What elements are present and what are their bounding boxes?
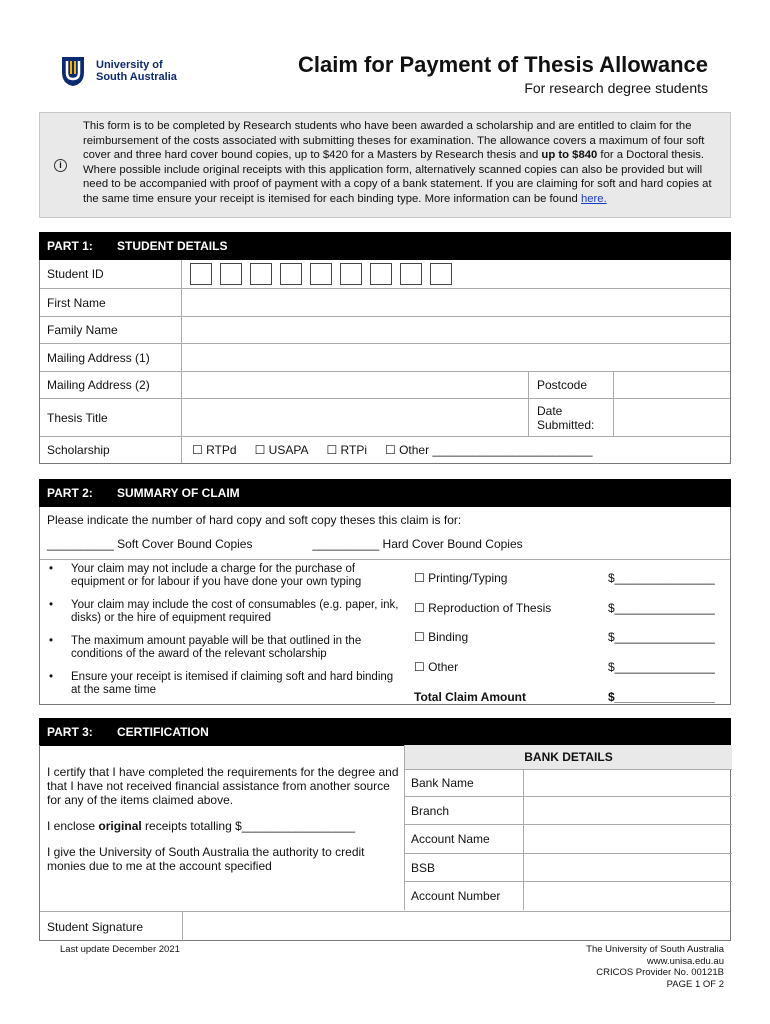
scholarship-options — [182, 437, 730, 463]
printing-typing-checkbox[interactable]: ☐ Printing/Typing — [414, 570, 508, 585]
mailing-address-1-row — [40, 343, 730, 371]
bank-name-row — [405, 770, 732, 797]
claim-item-reproduction — [414, 593, 724, 623]
binding-checkbox[interactable]: ☐ Binding — [414, 630, 469, 645]
account-name-row — [405, 825, 732, 854]
other-amount[interactable]: $_______________ — [608, 659, 715, 674]
student-id-row — [40, 260, 730, 288]
receipts-statement — [47, 819, 399, 833]
bank-name-label: Bank Name — [405, 770, 524, 796]
first-name-field[interactable] — [182, 289, 730, 316]
claim-item-binding — [414, 622, 724, 652]
university-logo — [58, 54, 177, 88]
student-id-digit-6[interactable] — [340, 263, 362, 285]
claim-note: • Ensure your receipt is itemised if claiming soft and hard binding at the same time — [47, 671, 402, 696]
certification-section — [39, 745, 731, 941]
receipts-text-1: I enclose — [47, 819, 99, 833]
divider — [40, 559, 730, 560]
soft-cover-count-field[interactable]: __________ Soft Cover Bound Copies — [47, 537, 253, 551]
certification-statement: I certify that I have completed the requirements for the degree and that I have not received financial assistance from another source for any of the items claimed above. — [47, 765, 399, 807]
receipts-original: original — [98, 819, 142, 833]
thesis-title-row — [40, 398, 730, 436]
footer-university: The University of South Australia — [586, 944, 724, 955]
total-claim-row — [414, 682, 724, 712]
copy-counts — [47, 537, 583, 551]
bsb-row — [405, 854, 732, 882]
total-claim-amount[interactable]: $_______________ — [608, 689, 715, 704]
bank-details-title: BANK DETAILS — [405, 745, 732, 770]
part3-number: PART 3: — [47, 725, 93, 739]
part1-header — [39, 232, 731, 260]
student-id-boxes — [182, 260, 730, 288]
claim-notes-list — [47, 563, 402, 707]
footer-page-number: PAGE 1 OF 2 — [666, 978, 724, 990]
info-icon: i — [54, 159, 67, 172]
mailing-address-1-label: Mailing Address (1) — [40, 344, 182, 371]
other-checkbox[interactable]: ☐ Other — [414, 659, 459, 674]
postcode-field[interactable] — [614, 372, 730, 398]
more-info-link[interactable]: here. — [580, 192, 607, 205]
part2-number: PART 2: — [47, 486, 93, 500]
postcode-label: Postcode — [528, 372, 614, 398]
account-number-row — [405, 882, 732, 910]
printing-typing-amount[interactable]: $_______________ — [608, 570, 715, 585]
mailing-address-2-row — [40, 371, 730, 398]
family-name-field[interactable] — [182, 317, 730, 343]
mailing-address-1-field[interactable] — [182, 344, 730, 371]
family-name-row — [40, 316, 730, 343]
part3-title: CERTIFICATION — [117, 725, 209, 739]
first-name-row — [40, 288, 730, 316]
account-name-label: Account Name — [405, 825, 524, 853]
student-id-digit-3[interactable] — [250, 263, 272, 285]
claim-item-printing — [414, 563, 724, 593]
scholarship-rtpi-checkbox[interactable]: ☐ RTPi — [326, 443, 367, 457]
student-id-digit-1[interactable] — [190, 263, 212, 285]
mailing-address-2-field[interactable] — [182, 372, 528, 398]
page-title: Claim for Payment of Thesis Allowance — [298, 52, 708, 77]
part1-title: STUDENT DETAILS — [117, 239, 228, 253]
reproduction-amount[interactable]: $_______________ — [608, 600, 715, 615]
scholarship-label: Scholarship — [40, 437, 182, 463]
footer-info — [586, 944, 724, 990]
date-submitted-field[interactable] — [614, 399, 730, 436]
certification-text — [47, 765, 399, 885]
branch-row — [405, 797, 732, 825]
claim-intro-text: Please indicate the number of hard copy and soft copy theses this claim is for: — [47, 513, 462, 527]
info-text-part-1: This form is to be completed by Research students who have been awarded a scholarship and are entitled to claim for the reimbursement of the costs associated with submitting theses for examination. The allowance covers a maximum of four soft cover and three hard cover bound copies, up to $420 for a Masters by Research thesis and — [83, 120, 705, 162]
claim-items — [414, 563, 724, 711]
receipts-total-field[interactable]: receipts totalling $_________________ — [141, 819, 356, 833]
student-id-digit-7[interactable] — [370, 263, 392, 285]
scholarship-row — [40, 436, 730, 463]
student-id-digit-9[interactable] — [430, 263, 452, 285]
part2-title: SUMMARY OF CLAIM — [117, 486, 240, 500]
student-id-digit-8[interactable] — [400, 263, 422, 285]
reproduction-checkbox[interactable]: ☐ Reproduction of Thesis — [414, 600, 552, 615]
part3-header — [39, 718, 731, 746]
footer-website: www.unisa.edu.au — [646, 955, 724, 967]
hard-cover-count-field[interactable]: __________ Hard Cover Bound Copies — [312, 537, 523, 551]
info-text-bold: up to $840 — [541, 149, 598, 162]
info-box — [39, 112, 731, 218]
scholarship-usapa-checkbox[interactable]: ☐ USAPA — [254, 443, 309, 457]
student-id-digit-5[interactable] — [310, 263, 332, 285]
student-id-label: Student ID — [40, 260, 182, 288]
info-text-part-2: for a Doctoral thesis. Where possible include original receipts with this application form, alternatively scanned copies can also be provided but will need to be accompanied with proof of payment with a copy of a bank statement. If you are claiming for soft and hard copies at the same time ensure your receipt is itemised for each binding type. More information can be found — [83, 149, 712, 205]
bsb-label: BSB — [405, 854, 524, 881]
bank-details — [404, 745, 732, 910]
page-subtitle: For research degree students — [524, 80, 708, 96]
total-claim-label: Total Claim Amount — [414, 689, 526, 704]
claim-item-other — [414, 652, 724, 682]
date-submitted-label: Date Submitted: — [528, 399, 614, 436]
logo-line-2: South Australia — [96, 71, 177, 83]
summary-of-claim-section — [39, 507, 731, 705]
thesis-title-field[interactable] — [182, 399, 528, 436]
part2-header — [39, 479, 731, 507]
claim-note: • Your claim may not include a charge for the purchase of equipment or for labour if you have done your own typing — [47, 563, 402, 588]
thesis-title-label: Thesis Title — [40, 399, 182, 436]
student-id-digit-2[interactable] — [220, 263, 242, 285]
branch-label: Branch — [405, 797, 524, 824]
part1-number: PART 1: — [47, 239, 93, 253]
student-details-section — [39, 260, 731, 464]
claim-note: • Your claim may include the cost of consumables (e.g. paper, ink, disks) or the hire of equipment required — [47, 599, 402, 624]
signature-row — [40, 911, 730, 941]
last-update: Last update December 2021 — [60, 944, 180, 955]
claim-note: • The maximum amount payable will be that outlined in the conditions of the award of the relevant scholarship — [47, 635, 402, 660]
family-name-label: Family Name — [40, 317, 182, 343]
unisa-crest-icon — [58, 54, 88, 88]
authority-statement: I give the University of South Australia the authority to credit monies due to me at the account specified — [47, 845, 365, 873]
account-number-label: Account Number — [405, 882, 524, 910]
student-id-digit-4[interactable] — [280, 263, 302, 285]
first-name-label: First Name — [40, 289, 182, 316]
logo-line-1: University of — [96, 59, 163, 71]
info-text — [83, 119, 719, 207]
binding-amount[interactable]: $_______________ — [608, 630, 715, 645]
scholarship-other-checkbox[interactable]: ☐ Other ________________________ — [385, 443, 593, 457]
mailing-address-2-label: Mailing Address (2) — [40, 372, 182, 398]
signature-label: Student Signature — [40, 912, 183, 941]
scholarship-rtpd-checkbox[interactable]: ☐ RTPd — [192, 443, 237, 457]
footer-cricos: CRICOS Provider No. 00121B — [596, 967, 724, 978]
